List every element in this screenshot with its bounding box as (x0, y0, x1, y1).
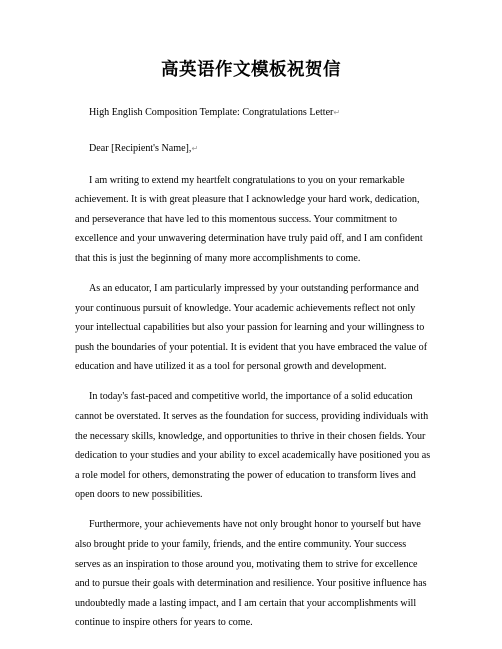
body-paragraph: I am writing to extend my heartfelt congratulations to you on your remarkable achievement. It is with great pleasure that I acknowledge your hard work, dedication, and perseverance that have led to this momentous success. Your commitment to excellence and your unwavering determination have truly paid off, and I am confident that this is just the beginning of many more accomplishments to come. (75, 174, 423, 265)
body-paragraph: In today's fast-paced and competitive world, the importance of a solid education cannot be overstated. It serves as the foundation for success, providing individuals with the necessary skills, knowledge, and opportunities to thrive in their chosen fields. Your dedication to your studies and your ability to excel academically have positioned you as a role model for others, demonstrating the power of education to transform lives and open doors to new possibilities. (75, 391, 431, 501)
paragraph-mark-icon: ↵ (333, 108, 341, 117)
salutation-text: Dear [Recipient's Name], (89, 142, 192, 154)
body-paragraph: Furthermore, your achievements have not only brought honor to yourself but have also brought pride to your family, friends, and the entire community. Your success serves as an inspiration to those around you, motivating them to strive for excellence and to pursue their goals with determination and resilience. Your positive influence has undoubtedly made a lasting impact, and I am certain that your accomplishments will continue to inspire others for years to come. (75, 519, 427, 629)
subtitle-text: High English Composition Template: Congratulations Letter (89, 107, 334, 118)
paragraph-mark-icon: ↵ (191, 143, 199, 153)
body-paragraph: As an educator, I am particularly impressed by your outstanding performance and your continuous pursuit of knowledge. Your academic achievements reflect not only your intellectual capabilities but also your passion for learning and your willingness to push the boundaries of your potential. It is evident that you have embraced the value of education and have utilized it as a tool for personal growth and development. (75, 283, 428, 373)
salutation-line (75, 139, 431, 159)
subtitle-line (75, 103, 431, 123)
document-body (75, 103, 431, 643)
document-title: 高英语作文模板祝贺信 (161, 60, 341, 80)
